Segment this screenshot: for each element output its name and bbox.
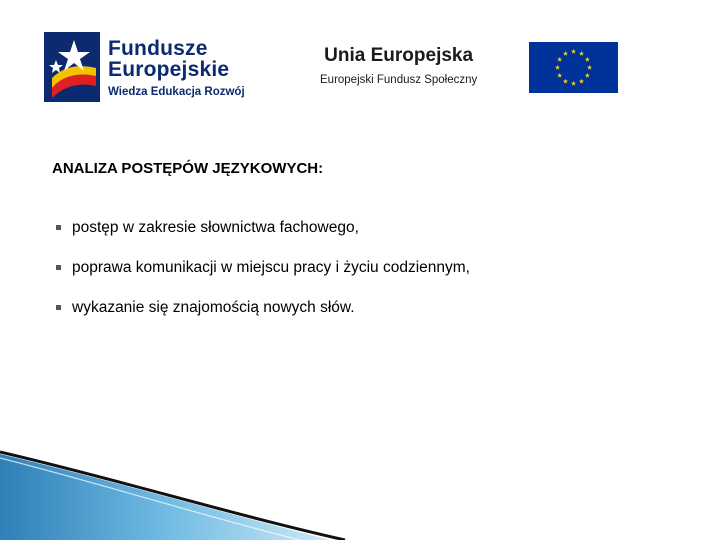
page-heading: ANALIZA POSTĘPÓW JĘZYKOWYCH: — [52, 160, 324, 177]
unia-europejska-text — [320, 46, 477, 88]
unia-title: Unia Europejska — [324, 45, 474, 66]
fundusze-line2: Europejskie — [108, 58, 230, 81]
bullet-square-icon — [56, 225, 61, 230]
fundusze-line1: Fundusze — [108, 37, 208, 60]
bullet-square-icon — [56, 265, 61, 270]
bullet-list — [56, 217, 470, 337]
fundusze-europejskie-logo — [40, 18, 305, 114]
fundusze-line3: Wiedza Edukacja Rozwój — [108, 86, 245, 98]
list-item-text: poprawa komunikacji w miejscu pracy i życiu codziennym, — [72, 259, 470, 276]
list-item-text: postęp w zakresie słownictwa fachowego, — [72, 219, 359, 236]
decorative-swoosh — [0, 440, 720, 540]
list-item — [56, 257, 470, 297]
unia-subtitle: Europejski Fundusz Społeczny — [320, 74, 478, 86]
logo-band — [40, 18, 680, 114]
fundusze-text — [108, 38, 245, 100]
list-item — [56, 217, 470, 257]
bullet-square-icon — [56, 305, 61, 310]
eu-flag-icon — [529, 42, 618, 93]
list-item-text: wykazanie się znajomością nowych słów. — [72, 299, 355, 316]
fundusze-star-icon — [44, 32, 106, 102]
list-item — [56, 297, 470, 337]
